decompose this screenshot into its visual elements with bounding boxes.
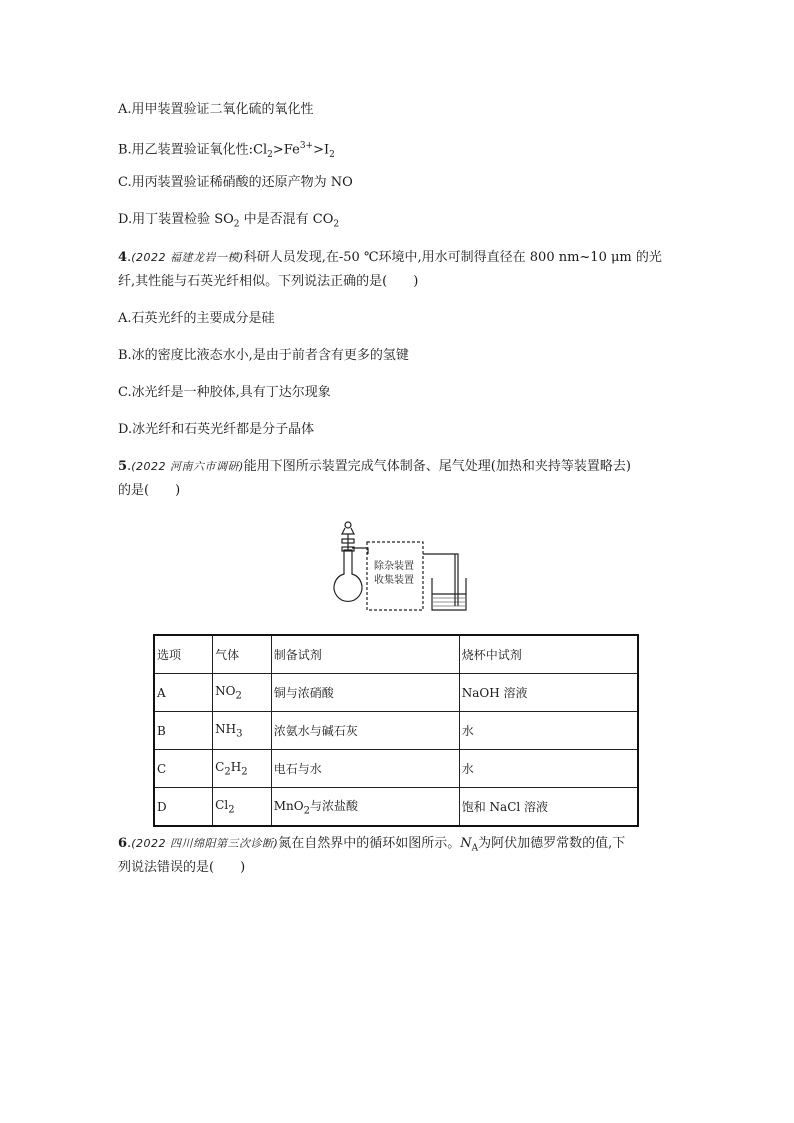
option-d: D.用丁装置检验 $SO_2$ 中是否混有 $CO_2$ bbox=[118, 212, 340, 230]
gas-cell: $NH_3$ bbox=[213, 712, 272, 750]
gas-cell: $NO_2$ bbox=[213, 674, 272, 712]
header-cell: 制备试剂 bbox=[271, 635, 459, 674]
options-table bbox=[153, 634, 639, 827]
header-cell: 烧杯中试剂 bbox=[459, 635, 638, 674]
question-4-stem: 4.(2022 福建龙岩一模)科研人员发现,在-50 ℃环境中,用水可制得直径在 800 nm~10 μm 的光 bbox=[118, 250, 662, 265]
q4-option-d: D.冰光纤和石英光纤都是分子晶体 bbox=[118, 422, 315, 437]
q4-option-a: A.石英光纤的主要成分是硅 bbox=[118, 311, 275, 326]
table-row bbox=[154, 712, 638, 750]
question-5-stem: 5.(2022 河南六市调研)能用下图所示装置完成气体制备、尾气处理(加热和夹持等装置略去) bbox=[118, 459, 631, 474]
table-row bbox=[154, 788, 638, 827]
gas-cell: $Cl_2$ bbox=[213, 788, 272, 827]
header-cell: 气体 bbox=[213, 635, 272, 674]
beaker-cell: 水 bbox=[459, 750, 638, 788]
beaker-cell: 水 bbox=[459, 712, 638, 750]
reagent-cell: MnO$_2$与浓盐酸 bbox=[271, 788, 459, 827]
beaker-cell: 饱和 NaCl 溶液 bbox=[459, 788, 638, 827]
option-cell: B bbox=[154, 712, 213, 750]
option-c: C.用丙装置验证稀硝酸的还原产物为 NO bbox=[118, 175, 353, 190]
figure-label: 除杂装置 收集装置 bbox=[374, 561, 414, 586]
option-a: A.用甲装置验证二氧化硫的氧化性 bbox=[118, 102, 314, 117]
option-b: B.用乙装置验证氧化性$:Cl_2>Fe^{3+}>I_2$ bbox=[118, 141, 335, 160]
option-cell: A bbox=[154, 674, 213, 712]
option-cell: D bbox=[154, 788, 213, 827]
beaker-cell: NaOH 溶液 bbox=[459, 674, 638, 712]
reagent-cell: 铜与浓硝酸 bbox=[271, 674, 459, 712]
apparatus-diagram bbox=[328, 518, 468, 614]
gas-cell: $C_2H_2$ bbox=[213, 750, 272, 788]
q4-option-c: C.冰光纤是一种胶体,具有丁达尔现象 bbox=[118, 385, 331, 400]
table-row bbox=[154, 750, 638, 788]
question-6-stem: 6.(2022 四川绵阳第三次诊断)氮在自然界中的循环如图所示。$N_A$为阿伏加德罗常数的值,下 bbox=[118, 836, 626, 854]
table-header-row bbox=[154, 635, 638, 674]
table-row bbox=[154, 674, 638, 712]
question-5-stem-cont: 的是( ) bbox=[118, 483, 181, 498]
question-4-stem-cont: 纤,其性能与石英光纤相似。下列说法正确的是( ) bbox=[118, 274, 419, 289]
option-cell: C bbox=[154, 750, 213, 788]
question-6-stem-cont: 列说法错误的是( ) bbox=[118, 860, 246, 875]
reagent-cell: 浓氨水与碱石灰 bbox=[271, 712, 459, 750]
header-cell: 选项 bbox=[154, 635, 213, 674]
q4-option-b: B.冰的密度比液态水小,是由于前者含有更多的氢键 bbox=[118, 348, 409, 363]
reagent-cell: 电石与水 bbox=[271, 750, 459, 788]
